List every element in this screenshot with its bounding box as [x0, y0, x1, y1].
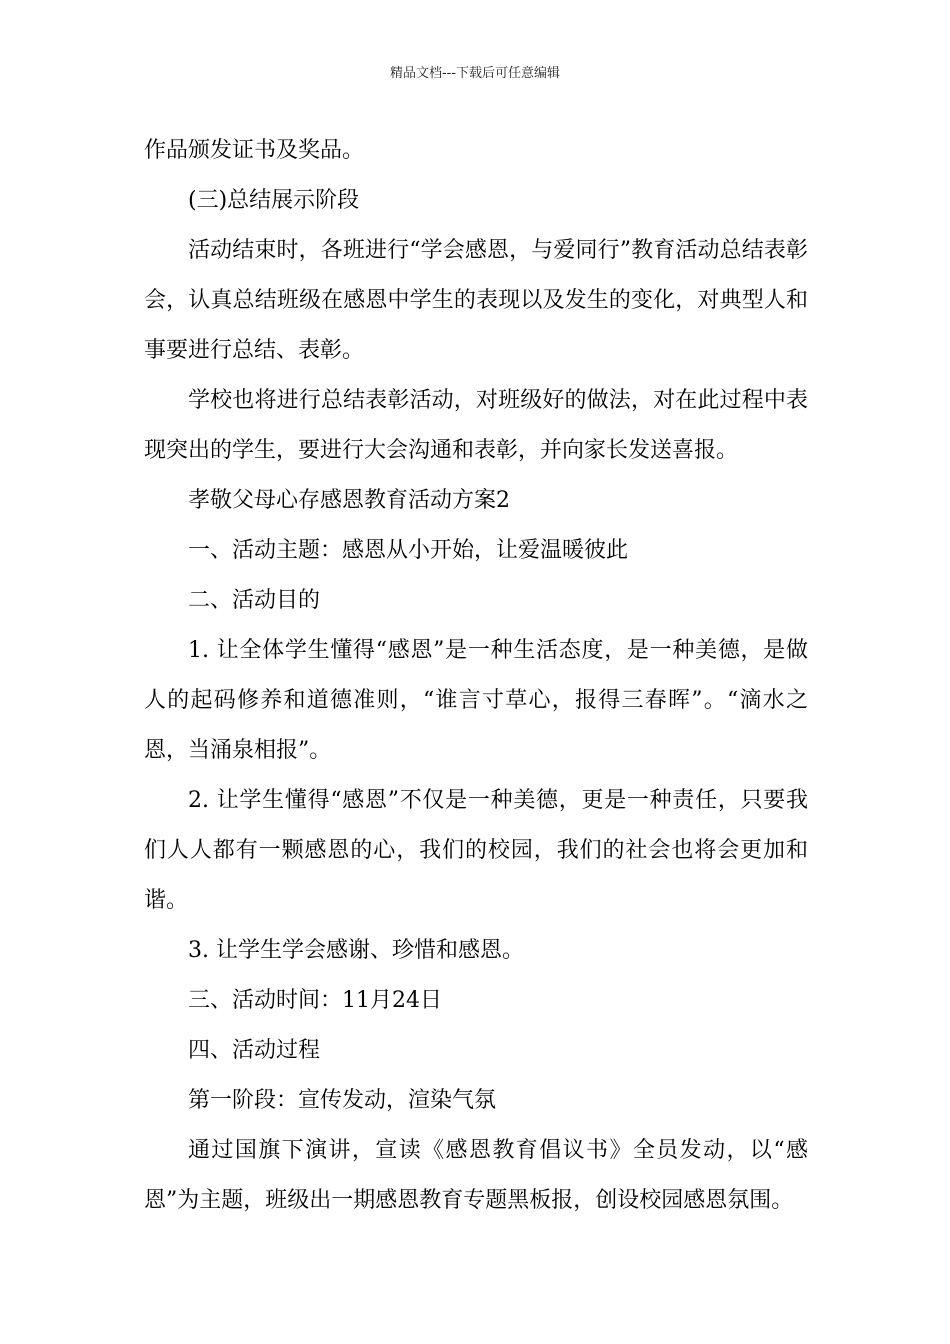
section-activity-theme: 一、活动主题：感恩从小开始，让爱温暖彼此 [188, 538, 629, 563]
purpose-item-3: 3. 让学生学会感谢、珍惜和感恩。 [188, 938, 524, 963]
paragraph-1: 作品颁发证书及奖品。 [144, 138, 365, 163]
purpose-item-1: 1. 让全体学生懂得“感恩”是一种生活态度，是一种美德，是做人的起码修养和道德准则，“谁言寸草心，报得三春晖”。“滴水之恩，当涌泉相报”。 [144, 638, 808, 763]
section-activity-purpose: 二、活动目的 [188, 588, 321, 613]
section-activity-time: 三、活动时间：11月24日 [188, 988, 442, 1013]
plan-title: 孝敬父母心存感恩教育活动方案2 [188, 488, 510, 513]
section-activity-process: 四、活动过程 [188, 1038, 321, 1063]
paragraph-school-commendation: 学校也将进行总结表彰活动，对班级好的做法，对在此过程中表现突出的学生，要进行大会沟通和表彰，并向家长发送喜报。 [144, 388, 808, 463]
paragraph-summary-meeting: 活动结束时，各班进行“学会感恩，与爱同行”教育活动总结表彰会，认真总结班级在感恩中学生的表现以及发生的变化，对典型人和事要进行总结、表彰。 [144, 238, 808, 363]
stage-one-paragraph: 通过国旗下演讲，宣读《感恩教育倡议书》全员发动，以“感恩”为主题，班级出一期感恩教育专题黑板报，创设校园感恩氛围。 [144, 1138, 808, 1213]
section-heading-summary-stage: (三)总结展示阶段 [188, 188, 360, 213]
page-header: 精品文档---下载后可任意编辑 [389, 66, 561, 81]
document-body [144, 126, 808, 1226]
purpose-item-2: 2. 让学生懂得“感恩”不仅是一种美德，更是一种责任，只要我们人人都有一颗感恩的心，我们的校园，我们的社会也将会更加和谐。 [144, 788, 808, 913]
stage-one-heading: 第一阶段：宣传发动，渲染气氛 [188, 1088, 497, 1113]
